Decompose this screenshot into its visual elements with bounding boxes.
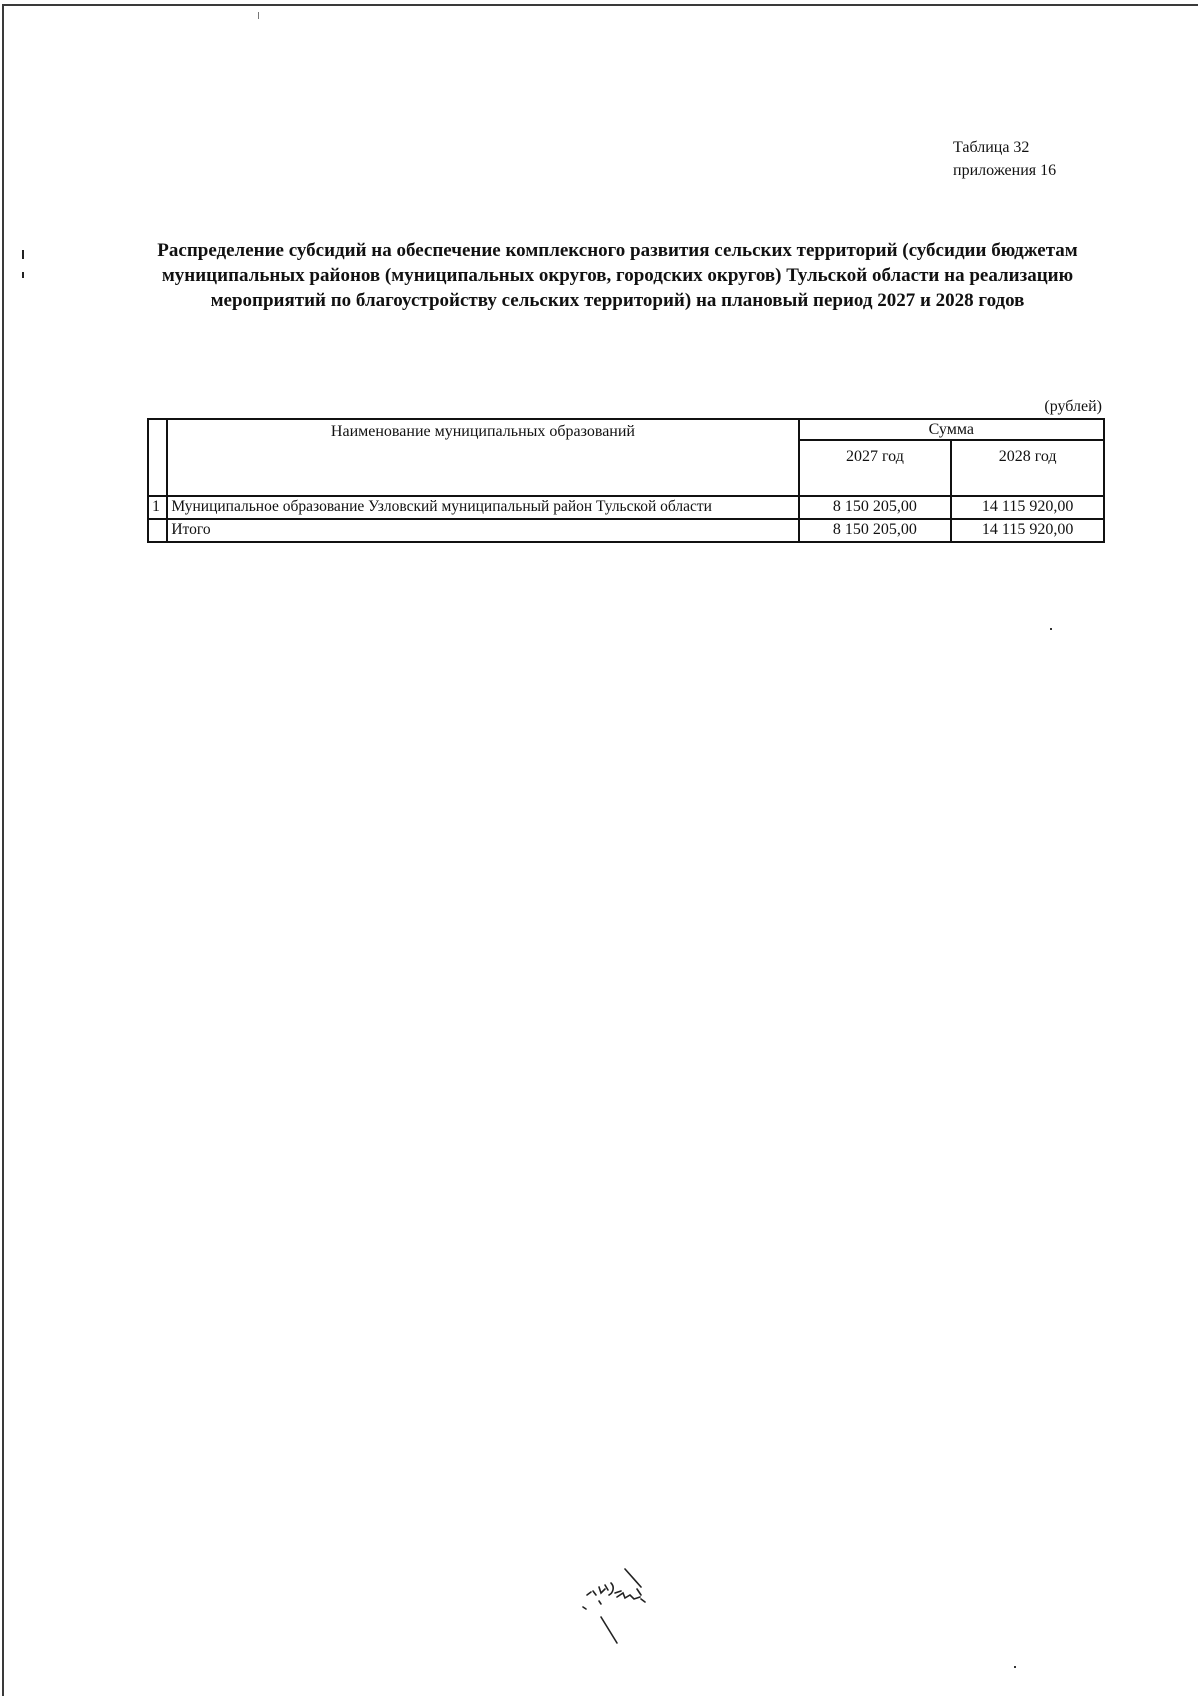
margin-mark	[22, 272, 24, 278]
total-value-2028: 14 115 920,00	[951, 519, 1104, 542]
scan-border-left	[2, 4, 4, 1696]
subsidy-table	[147, 418, 1105, 543]
handwritten-signature-icon	[575, 1565, 675, 1675]
table-number-label: Таблица 32	[953, 139, 1030, 156]
scan-speck	[1014, 1666, 1016, 1668]
header-number-cell	[148, 419, 167, 496]
table-row	[148, 496, 1104, 519]
row-value-2028: 14 115 920,00	[951, 496, 1104, 519]
header-year-2027: 2027 год	[799, 440, 952, 496]
row-value-2027: 8 150 205,00	[799, 496, 952, 519]
table-total-row	[148, 519, 1104, 542]
scan-mark	[258, 12, 259, 19]
row-number: 1	[148, 496, 167, 519]
table-header-row	[148, 419, 1104, 440]
row-name: Муниципальное образование Узловский муниципальный район Тульской области	[167, 496, 798, 519]
header-year-2028: 2028 год	[951, 440, 1104, 496]
scan-speck	[1050, 628, 1052, 630]
total-value-2027: 8 150 205,00	[799, 519, 952, 542]
total-number	[148, 519, 167, 542]
units-label: (рублей)	[1044, 398, 1102, 415]
total-label: Итого	[167, 519, 798, 542]
margin-mark	[22, 250, 24, 259]
header-sum-cell: Сумма	[799, 419, 1104, 440]
table-reference	[953, 136, 1056, 182]
header-name-cell: Наименование муниципальных образований	[167, 419, 798, 496]
document-title: Распределение субсидий на обеспечение комплексного развития сельских территорий (субсидии бюджетам муниципальных районов (муниципальных округов, городских округов) Тульской области на реализацию мероприятий по благоустройству сельских территорий) на плановый период 2027 и 2028 годов	[157, 240, 1078, 311]
appendix-label: приложения 16	[953, 162, 1057, 179]
scan-border-top	[2, 4, 1198, 6]
